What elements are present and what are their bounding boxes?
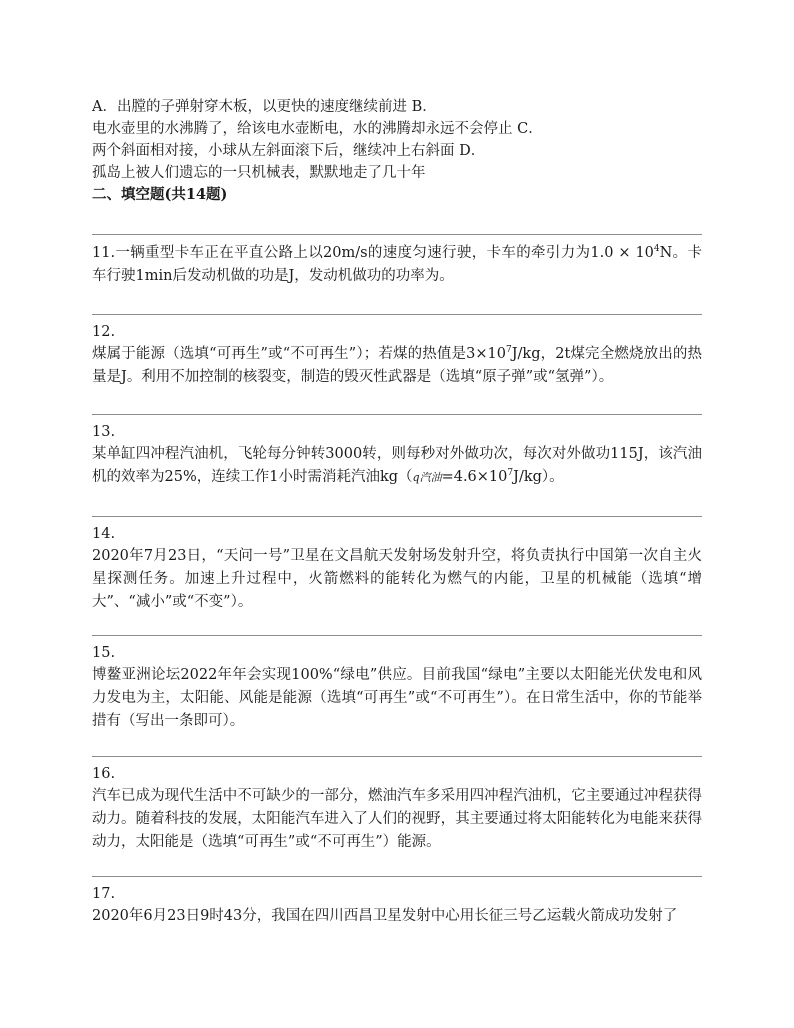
section-heading: 二、填空题(共14题) [92,186,228,203]
question-number: 12. [92,324,116,340]
option-line-c: 两个斜面相对接，小球从左斜面滚下后，继续冲上右斜面 D． [92,143,486,159]
question-number: 13. [92,424,116,440]
question-11 [92,234,702,288]
question-divider [92,516,702,517]
question-17 [92,876,702,928]
question-text: 煤属于能源（选填“可再生”或“不可再生”）；若煤的热值是$3\times 10^7J/kg$，2t煤完全燃烧放出的热量是J。利用不加控制的核裂变，制造的毁灭性武器是（选填“原子弹”或“氢弹”）。 [92,345,702,385]
question-text: 某单缸四冲程汽油机，飞轮每分钟转3000转，则每秒对外做功次，每次对外做功115J，该汽油机的效率为25%，连续工作1小时需消耗汽油kg（q汽油$=4.6\times 10^7J/kg$）。 [92,446,702,485]
option-line-a: A．出膛的子弹射穿木板，以更快的速度继续前进 B． [92,99,437,115]
question-15 [92,635,702,733]
question-text: 博鳌亚洲论坛2022年年会实现100%“绿电”供应。目前我国“绿电”主要以太阳能光伏发电和风力发电为主，太阳能、风能是能源（选填“可再生”或“不可再生”）。在日常生活中，你的节能举措有（写出一条即可）。 [92,667,702,729]
question-number: 16. [92,766,116,782]
question-divider [92,756,702,757]
question-divider [92,635,702,636]
question-number: 11. [92,245,116,261]
question-text: 2020年7月23日，“天问一号”卫星在文昌航天发射场发射升空，将负责执行中国第一次自主火星探测任务。加速上升过程中，火箭燃料的能转化为燃气的内能，卫星的机械能（选填“增大”、“减小”或“不变”）。 [92,548,702,610]
symbol-q-gasoline: q汽油 [412,471,442,484]
question-number: 14. [92,526,116,542]
question-text: 11.一辆重型卡车正在平直公路上以20m/s的速度匀速行驶，卡车的牵引力为$1.0 \times 10^4N$。卡车行驶1min后发动机做的功是J，发动机做功的功率为。 [92,244,703,284]
exponent: 4 [653,244,660,255]
question-text: 汽车已成为现代生活中不可缺少的一部分，燃油汽车多采用四冲程汽油机，它主要通过冲程获得动力。随着科技的发展，太阳能汽车进入了人们的视野，其主要通过将太阳能转化为电能来获得动力，太阳能是（选填“可再生”或“不可再生”）能源。 [92,788,702,850]
option-line-d: 孤岛上被人们遗忘的一只机械表，默默地走了几十年 [92,165,426,181]
exponent: 7 [507,468,514,479]
question-divider [92,414,702,415]
exponent: 7 [505,345,512,356]
question-16 [92,756,702,854]
question-number: 15. [92,645,116,661]
intro-block [92,96,712,206]
question-divider [92,234,702,235]
question-text: 2020年6月23日9时43分，我国在四川西昌卫星发射中心用长征三号乙运载火箭成功发射了 [92,908,678,924]
question-12 [92,314,702,389]
question-number: 17. [92,886,116,902]
question-divider [92,314,702,315]
option-line-b: 电水壶里的水沸腾了，给该电水壶断电，水的沸腾却永远不会停止 C． [92,121,543,137]
question-13 [92,414,702,489]
question-14 [92,516,702,614]
question-divider [92,876,702,877]
